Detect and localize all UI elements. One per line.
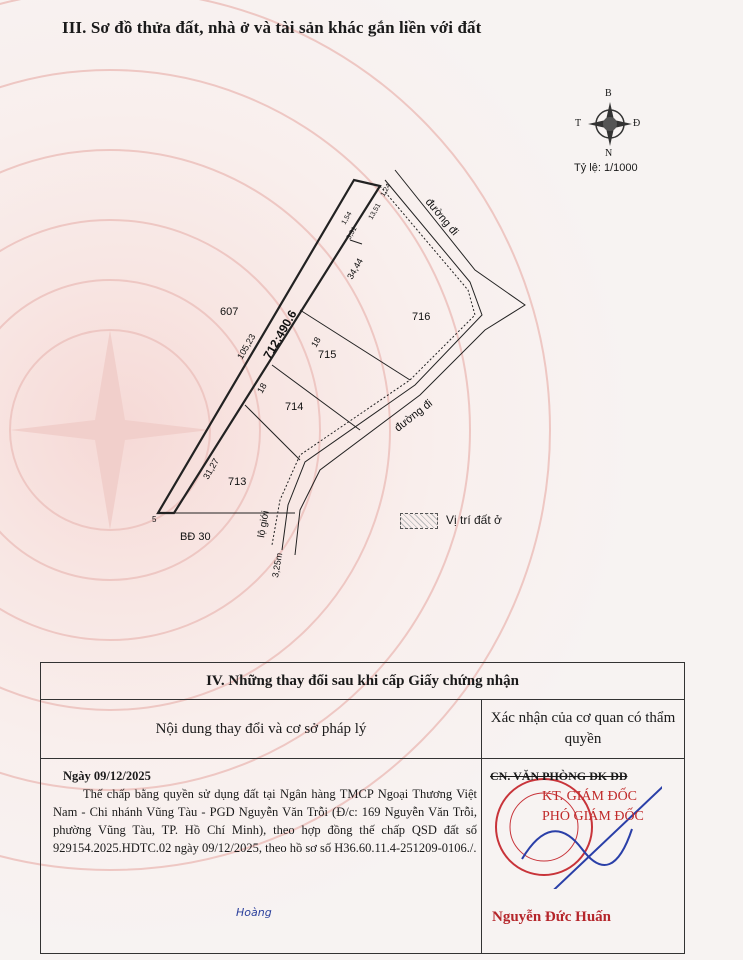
legend-label: Vị trí đất ở: [446, 513, 502, 527]
section-4-column-headers: [41, 700, 684, 759]
dim-corner-a: 1,54: [340, 210, 354, 226]
deputy-director-title: PHÓ GIÁM ĐỐC: [542, 809, 644, 824]
change-content: Thế chấp bằng quyền sử dụng đất tại Ngân hàng TMCP Ngoại Thương Việt Nam - Chi nhánh Vũng Tàu - PGD Nguyễn Văn Trỗi (Đ/c: 169 Nguyễn Văn Trỗi, phường Vũng Tàu, TP. Hồ Chí Minh), theo hợp đồng thế chấp QSD đất số 929154.2025.HDTC.02 ngày 09/12/2025, theo hồ sơ số H36.60.11.4-251209-0106./.: [53, 787, 477, 855]
divider-713-714: [245, 405, 300, 460]
legend-swatch: [400, 513, 438, 529]
signer-name: Nguyễn Đức Huấn: [492, 909, 612, 925]
boundary-width: 3,25m: [270, 551, 285, 579]
road-label-bottom: đường đi: [392, 397, 435, 435]
compass-south: N: [605, 148, 613, 159]
change-content-cell: [41, 759, 482, 953]
initials-signature: Hoàng: [236, 906, 272, 919]
office-stamp-icon: [482, 769, 662, 889]
section-3-title: III. Sơ đồ thửa đất, nhà ở và tài sản khác gắn liền với đất: [62, 18, 482, 37]
director-title: KT. GIÁM ĐỐC: [542, 789, 638, 804]
dim-width-2: 18: [255, 381, 269, 395]
compass-west: T: [575, 118, 582, 129]
dim-corner-c: 13,51: [367, 202, 383, 221]
dim-corner-b: 3,31: [345, 225, 359, 241]
road-boundary-dotted: [272, 186, 475, 545]
section-4-title: IV. Những thay đổi sau khi cấp Giấy chứng nhận: [41, 663, 684, 700]
parcel-label-713: 713: [228, 476, 247, 488]
confirmation-cell: [482, 759, 684, 953]
road-label-top: đường đi: [422, 196, 461, 239]
dim-side-lower: 31,27: [201, 456, 221, 481]
section-4-table: [40, 662, 685, 954]
map-scale: Tỷ lệ: 1/1000: [574, 162, 638, 174]
column-header-confirmation: Xác nhận của cơ quan có thẩm quyền: [490, 710, 676, 747]
dim-side-upper: 34,44: [345, 256, 365, 281]
parcel-main-label: 712;490.6: [260, 307, 300, 362]
parcel-label-716: 716: [412, 311, 431, 323]
parcel-label-714: 714: [285, 401, 304, 413]
point-label: 5: [152, 515, 157, 524]
office-name: CN. VĂN PHÒNG ĐK ĐĐ: [490, 769, 628, 783]
compass-east: Đ: [633, 118, 641, 129]
parcel-label-715: 715: [318, 349, 337, 361]
sheet-label: BĐ 30: [180, 531, 211, 543]
section-4-body: [41, 759, 684, 953]
column-header-changes: Nội dung thay đổi và cơ sở pháp lý: [41, 700, 482, 758]
compass-north: B: [605, 88, 612, 99]
boundary-label: lộ giới: [256, 509, 272, 539]
change-date: Ngày 09/12/2025: [63, 769, 151, 783]
parcel-label-607: 607: [220, 306, 239, 318]
dim-side-long: 105,23: [235, 332, 258, 361]
dim-width-1: 18: [309, 335, 323, 349]
road-edge-outer: [295, 170, 525, 555]
divider-714-715: [272, 365, 360, 430]
dim-corner-d: 1,24: [379, 182, 393, 198]
